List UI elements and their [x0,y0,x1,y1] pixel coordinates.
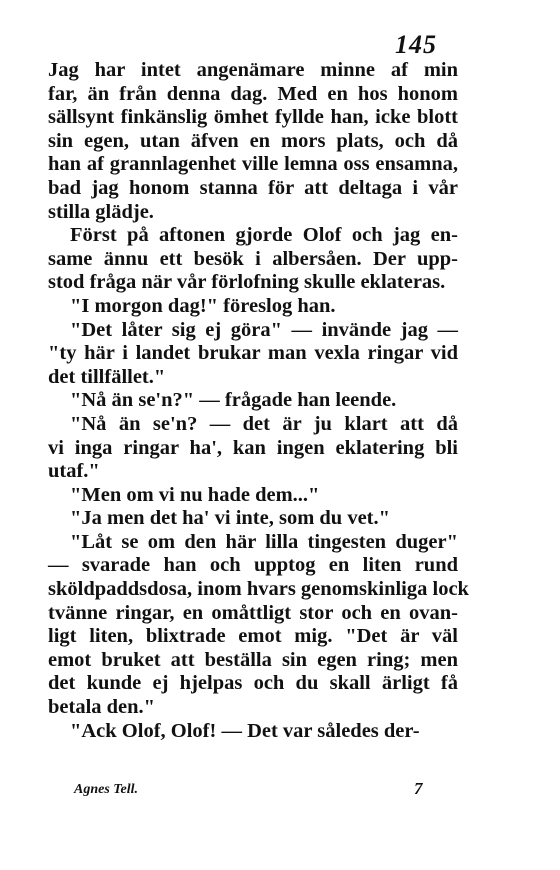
text-line: "Nå än se'n? — det är ju klart att då [70,412,458,435]
text-line: "Men om vi nu hade dem..." [70,483,320,506]
text-line: Först på aftonen gjorde Olof och jag en- [70,224,458,247]
text-line: "Låt se om den här lilla tingesten duger" [70,530,458,553]
text-line: stod fråga när vår förlofning skulle eklateras. [48,271,446,294]
text-line: — svarade han och upptog en liten rund [48,554,458,577]
text-line: "Det låter sig ej göra" — invände jag — [70,318,458,341]
text-line: det kunde ej hjelpas och du skall ärligt få [48,672,458,695]
paragraph [48,295,458,319]
text-line: same ännu ett besök i albersåen. Der upp- [48,247,458,270]
text-line: sin egen, utan äfven en mors plats, och då [48,129,458,152]
text-line: det tillfället." [48,365,166,388]
text-line: utaf." [48,460,100,483]
text-line: "ty här i landet brukar man vexla ringar vid [48,342,458,365]
paragraph [48,319,458,390]
text-line: bad jag honom stanna för att deltaga i vår [48,176,458,199]
text-line: Jag har intet angenämare minne af min [48,59,458,81]
body-text [48,59,469,743]
text-line: vi inga ringar ha', kan ingen eklatering bli [48,436,458,459]
paragraph [48,389,458,413]
footer-sheet-number: 7 [414,779,423,798]
text-line: tvänne ringar, en omåttligt stor och en ovan- [48,601,458,624]
text-line: ligt liten, blixtrade emot mig. "Det är väl [48,625,458,648]
footer-signature: Agnes Tell. [74,782,139,797]
text-line: han af grannlagenhet ville lemna oss ensamna, [48,153,458,176]
text-line: emot bruket att beställa sin egen ring; men [48,648,458,671]
text-line: "Ack Olof, Olof! — Det var således der- [70,719,420,742]
text-line: betala den." [48,696,156,719]
paragraph [48,507,458,531]
text-line: stilla glädje. [48,200,154,223]
paragraph [48,413,458,484]
text-line: sköldpaddsdosa, inom hvars genomskinliga lock [48,578,469,601]
text-line: "I morgon dag!" föreslog han. [70,294,336,317]
page-number: 145 [395,30,437,59]
text-line: sällsynt finkänslig ömhet fyllde han, icke blott [48,106,458,129]
paragraph [48,59,458,224]
paragraph [48,720,458,744]
text-line: "Ja men det ha' vi inte, som du vet." [70,507,391,530]
paragraph [48,530,469,720]
paragraph [48,224,458,295]
text-line: far, än från denna dag. Med en hos honom [48,82,458,105]
paragraph [48,484,458,508]
text-line: "Nå än se'n?" — frågade han leende. [70,389,397,412]
